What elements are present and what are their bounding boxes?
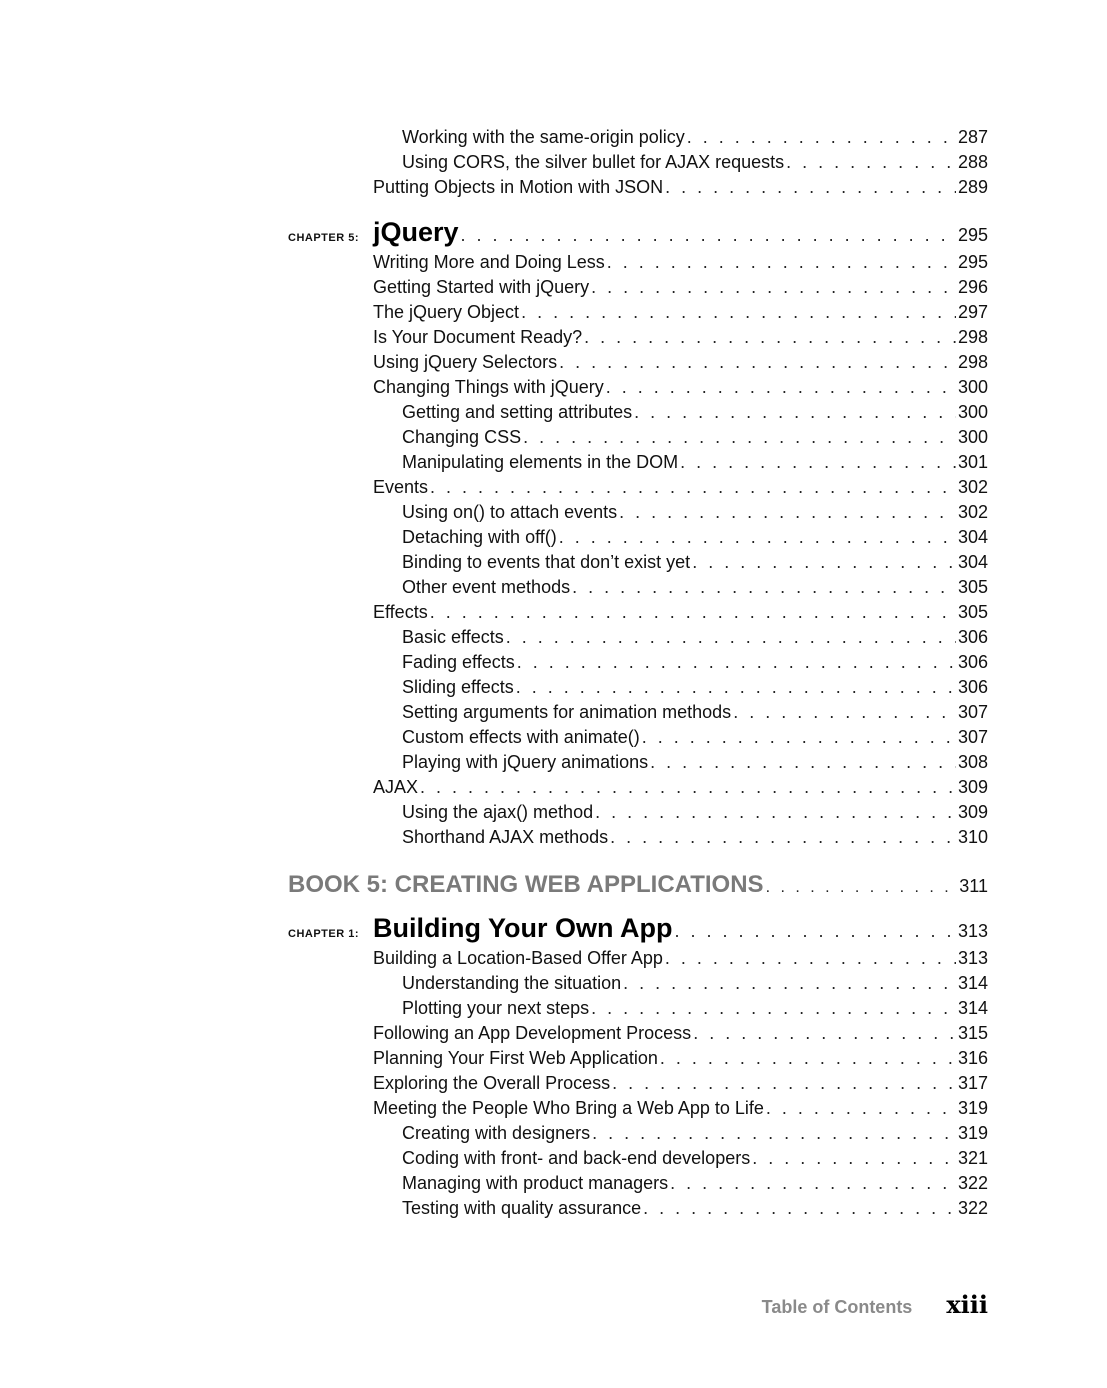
toc-entry-page: 317 bbox=[957, 1073, 988, 1093]
toc-entry-page: 314 bbox=[957, 973, 988, 993]
toc-entry[interactable] bbox=[402, 400, 988, 425]
toc-entry-title: Planning Your First Web Application bbox=[373, 1048, 658, 1068]
toc-entry-title: Managing with product managers bbox=[402, 1173, 669, 1193]
toc-entry-title: Writing More and Doing Less bbox=[373, 252, 605, 272]
toc-entry-title: Fading effects bbox=[402, 652, 515, 672]
page-footer bbox=[700, 1290, 988, 1324]
toc-entry[interactable] bbox=[402, 825, 988, 850]
toc-entry-title: AJAX bbox=[373, 777, 419, 797]
toc-entry-title: Putting Objects in Motion with JSON bbox=[373, 177, 664, 197]
toc-entry-page: 315 bbox=[957, 1023, 988, 1043]
leader-dots bbox=[591, 275, 956, 300]
toc-entry-title: Exploring the Overall Process bbox=[373, 1073, 611, 1093]
leader-dots bbox=[752, 1146, 956, 1171]
leader-dots bbox=[612, 1071, 956, 1096]
toc-entry[interactable] bbox=[402, 525, 988, 550]
toc-entry[interactable] bbox=[402, 425, 988, 450]
toc-entry-page: 314 bbox=[957, 998, 988, 1018]
toc-entry-title: Other event methods bbox=[402, 577, 571, 597]
footer-section-title: Table of Contents bbox=[761, 1297, 913, 1317]
toc-entry[interactable] bbox=[402, 550, 988, 575]
toc-entry[interactable] bbox=[373, 1021, 988, 1046]
toc-entry[interactable] bbox=[373, 175, 988, 200]
leader-dots bbox=[430, 475, 956, 500]
toc-entry-page: 300 bbox=[957, 427, 988, 447]
leader-dots bbox=[623, 971, 956, 996]
book-page: 311 bbox=[959, 876, 988, 896]
toc-entry[interactable] bbox=[373, 350, 988, 375]
toc-entry[interactable] bbox=[402, 150, 988, 175]
leader-dots bbox=[680, 450, 956, 475]
toc-entry[interactable] bbox=[402, 625, 988, 650]
toc-entry-title: Changing Things with jQuery bbox=[373, 377, 604, 397]
leader-dots bbox=[430, 600, 956, 625]
toc-entry-page: 304 bbox=[957, 552, 988, 572]
toc-entry-title: The jQuery Object bbox=[373, 302, 520, 322]
toc-entry-title: Custom effects with animate() bbox=[402, 727, 640, 747]
leader-dots bbox=[692, 550, 956, 575]
leader-dots bbox=[516, 675, 956, 700]
toc-entry-title: Playing with jQuery animations bbox=[402, 752, 649, 772]
leader-dots bbox=[660, 1046, 956, 1071]
leader-dots bbox=[607, 250, 956, 275]
toc-entry-title: Changing CSS bbox=[402, 427, 522, 447]
toc-entry-page: 310 bbox=[957, 827, 988, 847]
toc-entry-page: 304 bbox=[957, 527, 988, 547]
chapter-label: CHAPTER 5: bbox=[288, 232, 360, 244]
toc-entry-page: 306 bbox=[957, 652, 988, 672]
leader-dots bbox=[584, 325, 956, 350]
toc-entry-page: 306 bbox=[957, 677, 988, 697]
toc-entry-page: 319 bbox=[957, 1098, 988, 1118]
leader-dots bbox=[674, 913, 955, 946]
toc-entry-page: 297 bbox=[957, 302, 988, 322]
toc-entry-page: 322 bbox=[957, 1198, 988, 1218]
toc-entry[interactable] bbox=[373, 375, 988, 400]
leader-dots bbox=[523, 425, 956, 450]
toc-entry[interactable] bbox=[402, 575, 988, 600]
toc-entry-title: Binding to events that don’t exist yet bbox=[402, 552, 691, 572]
toc-entry-page: 296 bbox=[957, 277, 988, 297]
toc-entry-title: Events bbox=[373, 477, 429, 497]
chapter-page: 295 bbox=[957, 225, 988, 245]
leader-dots bbox=[733, 700, 956, 725]
toc-entry-title: Manipulating elements in the DOM bbox=[402, 452, 679, 472]
toc-entry-page: 309 bbox=[957, 802, 988, 822]
leader-dots bbox=[606, 375, 956, 400]
toc-entry[interactable] bbox=[402, 700, 988, 725]
leader-dots bbox=[643, 1196, 956, 1221]
toc-entry-title: Using jQuery Selectors bbox=[373, 352, 558, 372]
toc-entry-page: 298 bbox=[957, 327, 988, 347]
toc-entry[interactable] bbox=[402, 725, 988, 750]
toc-entry[interactable] bbox=[402, 971, 988, 996]
book-title: BOOK 5: CREATING WEB APPLICATIONS bbox=[288, 871, 764, 898]
chapter-heading[interactable] bbox=[288, 910, 988, 946]
leader-dots bbox=[619, 500, 956, 525]
toc-entry[interactable] bbox=[373, 600, 988, 625]
toc-entry-title: Using the ajax() method bbox=[402, 802, 594, 822]
toc-entry[interactable] bbox=[402, 125, 988, 150]
toc-entry-title: Detaching with off() bbox=[402, 527, 557, 547]
toc-entry-title: Testing with quality assurance bbox=[402, 1198, 642, 1218]
toc-entry-page: 300 bbox=[957, 377, 988, 397]
toc-entry-title: Understanding the situation bbox=[402, 973, 622, 993]
leader-dots bbox=[786, 150, 956, 175]
toc-entry-page: 300 bbox=[957, 402, 988, 422]
toc-entry[interactable] bbox=[402, 450, 988, 475]
leader-dots bbox=[665, 946, 956, 971]
toc-entry-title: Using CORS, the silver bullet for AJAX requests bbox=[402, 152, 785, 172]
toc-entry[interactable] bbox=[373, 475, 988, 500]
toc-entry-page: 287 bbox=[957, 127, 988, 147]
leader-dots bbox=[559, 350, 956, 375]
toc-entry[interactable] bbox=[373, 946, 988, 971]
toc-entry-title: Shorthand AJAX methods bbox=[402, 827, 609, 847]
toc-entry[interactable] bbox=[373, 1096, 988, 1121]
chapter-title: Building Your Own App bbox=[373, 913, 673, 943]
toc-entry[interactable] bbox=[402, 750, 988, 775]
toc-entry-title: Meeting the People Who Bring a Web App to Life bbox=[373, 1098, 764, 1118]
toc-entry-title: Following an App Development Process bbox=[373, 1023, 692, 1043]
leader-dots bbox=[595, 800, 956, 825]
toc-entry-page: 289 bbox=[957, 177, 988, 197]
toc-entry-page: 295 bbox=[957, 252, 988, 272]
leader-dots bbox=[687, 125, 956, 150]
toc-entry-page: 288 bbox=[957, 152, 988, 172]
leader-dots bbox=[650, 750, 956, 775]
toc-entry-page: 301 bbox=[957, 452, 988, 472]
toc-entry[interactable] bbox=[402, 800, 988, 825]
toc-entry-page: 302 bbox=[957, 502, 988, 522]
toc-entry-page: 319 bbox=[957, 1123, 988, 1143]
toc-entry-page: 298 bbox=[957, 352, 988, 372]
leader-dots bbox=[591, 996, 956, 1021]
toc-entry-page: 308 bbox=[957, 752, 988, 772]
toc-entry[interactable] bbox=[373, 300, 988, 325]
toc-entry-title: Basic effects bbox=[402, 627, 504, 647]
toc-entry-title: Effects bbox=[373, 602, 428, 622]
toc-entry-page: 307 bbox=[957, 702, 988, 722]
leader-dots bbox=[693, 1021, 956, 1046]
leader-dots bbox=[559, 525, 956, 550]
toc-entry[interactable] bbox=[373, 325, 988, 350]
toc-entry[interactable] bbox=[402, 1196, 988, 1221]
toc-entry-title: Sliding effects bbox=[402, 677, 514, 697]
toc-entry-page: 305 bbox=[957, 602, 988, 622]
toc-entry-page: 313 bbox=[957, 948, 988, 968]
toc-entry[interactable] bbox=[373, 275, 988, 300]
toc-entry-page: 302 bbox=[957, 477, 988, 497]
toc-entry[interactable] bbox=[402, 1121, 988, 1146]
toc-entry-page: 322 bbox=[957, 1173, 988, 1193]
chapter-heading[interactable] bbox=[288, 214, 988, 250]
toc-entry-title: Getting and setting attributes bbox=[402, 402, 633, 422]
toc-entry-page: 305 bbox=[957, 577, 988, 597]
book-heading[interactable] bbox=[288, 868, 988, 902]
toc-entry-title: Working with the same-origin policy bbox=[402, 127, 685, 147]
leader-dots bbox=[461, 217, 956, 250]
leader-dots bbox=[506, 625, 956, 650]
toc-entry[interactable] bbox=[373, 1071, 988, 1096]
toc-entry-title: Using on() to attach events bbox=[402, 502, 618, 522]
leader-dots bbox=[592, 1121, 956, 1146]
toc-entry[interactable] bbox=[373, 775, 988, 800]
toc-entry[interactable] bbox=[402, 675, 988, 700]
toc-entry-page: 321 bbox=[957, 1148, 988, 1168]
chapter-label: CHAPTER 1: bbox=[288, 928, 360, 940]
chapter-page: 313 bbox=[957, 921, 988, 941]
toc-entry[interactable] bbox=[402, 1146, 988, 1171]
toc-entry-title: Setting arguments for animation methods bbox=[402, 702, 732, 722]
toc-entry-page: 307 bbox=[957, 727, 988, 747]
toc-entry[interactable] bbox=[402, 650, 988, 675]
toc-entry-title: Plotting your next steps bbox=[402, 998, 590, 1018]
leader-dots bbox=[766, 871, 958, 902]
toc-entry-page: 316 bbox=[957, 1048, 988, 1068]
toc-entry-page: 309 bbox=[957, 777, 988, 797]
leader-dots bbox=[610, 825, 956, 850]
leader-dots bbox=[670, 1171, 956, 1196]
leader-dots bbox=[766, 1096, 956, 1121]
leader-dots bbox=[517, 650, 956, 675]
toc-entry[interactable] bbox=[402, 996, 988, 1021]
leader-dots bbox=[572, 575, 956, 600]
toc-entry[interactable] bbox=[373, 1046, 988, 1071]
toc-entry[interactable] bbox=[402, 1171, 988, 1196]
toc-entry-title: Creating with designers bbox=[402, 1123, 591, 1143]
toc-entry-page: 306 bbox=[957, 627, 988, 647]
toc-entry[interactable] bbox=[373, 250, 988, 275]
leader-dots bbox=[665, 175, 956, 200]
leader-dots bbox=[642, 725, 956, 750]
leader-dots bbox=[634, 400, 956, 425]
footer-page-number: xiii bbox=[946, 1290, 988, 1319]
toc-entry-title: Building a Location-Based Offer App bbox=[373, 948, 663, 968]
toc-entry[interactable] bbox=[402, 500, 988, 525]
toc-entry-title: Coding with front- and back-end developers bbox=[402, 1148, 751, 1168]
leader-dots bbox=[420, 775, 956, 800]
toc-entry-title: Is Your Document Ready? bbox=[373, 327, 583, 347]
leader-dots bbox=[521, 300, 956, 325]
chapter-title: jQuery bbox=[373, 217, 459, 247]
toc-entry-title: Getting Started with jQuery bbox=[373, 277, 590, 297]
